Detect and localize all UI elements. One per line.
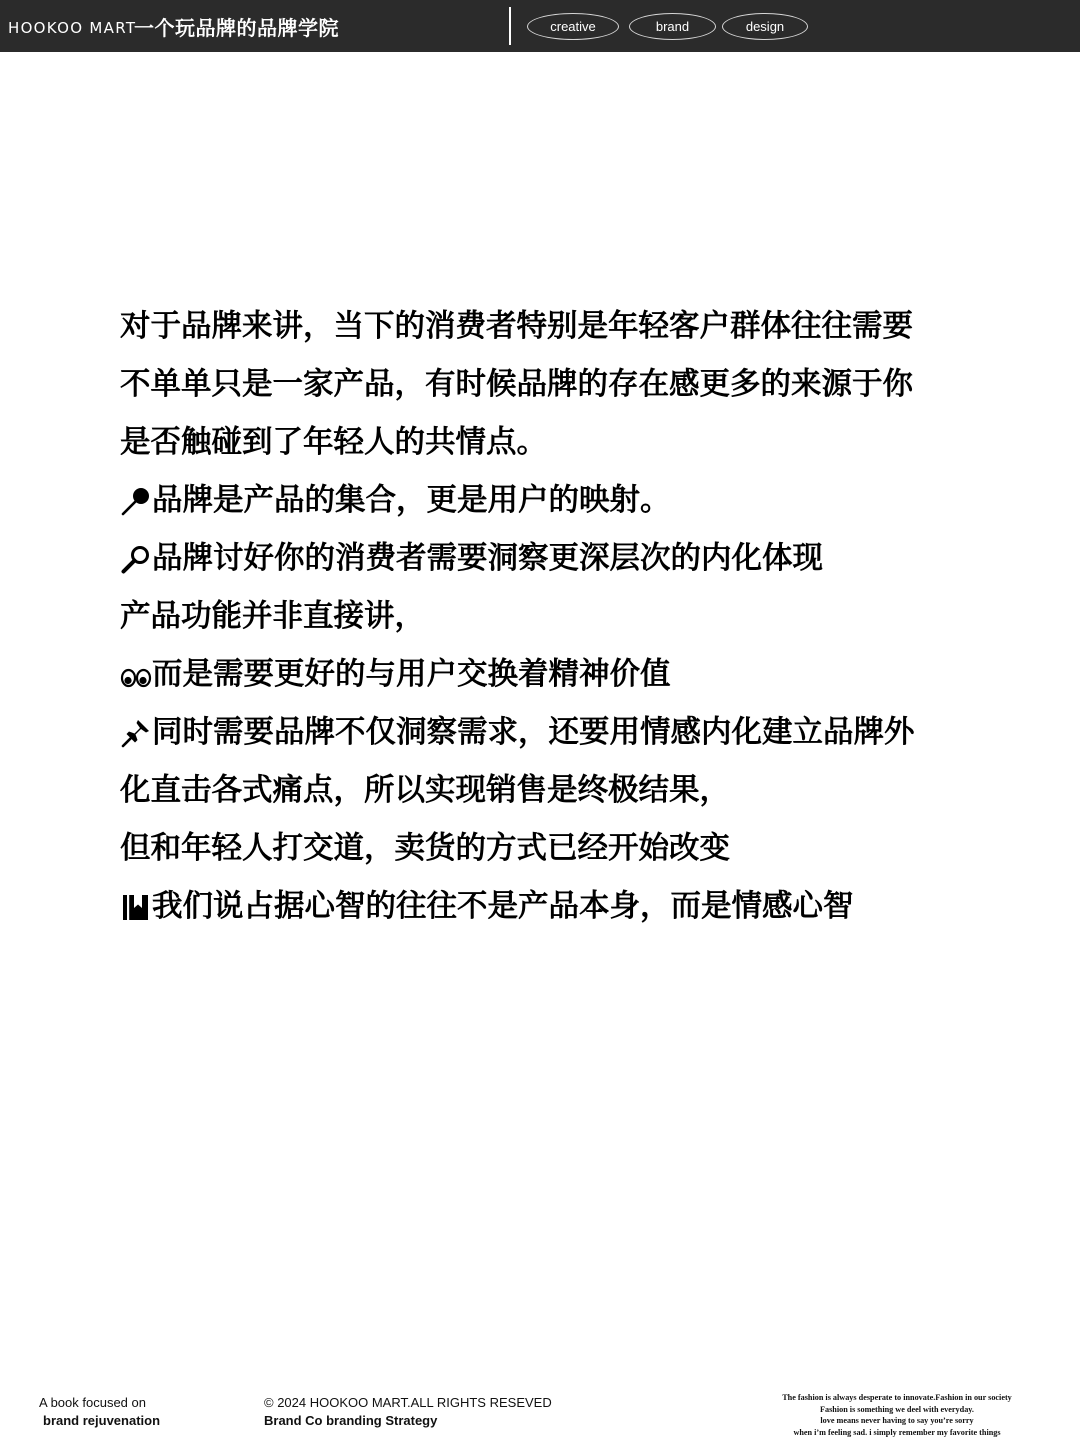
bookmark-book-icon (120, 891, 152, 923)
body-line-text: 但和年轻人打交道，卖货的方式已经开始改变 (120, 831, 730, 866)
body-line-text: 对于品牌来讲，当下的消费者特别是年轻客户群体往往需要 (120, 309, 913, 344)
body-line (120, 414, 980, 472)
header-bar (0, 0, 1080, 52)
footer-tagline-line1: A book focused on (39, 1395, 146, 1410)
body-line-text: 同时需要品牌不仅洞察需求，还要用情感内化建立品牌外 (152, 715, 915, 750)
body-line-text: 不单单只是一家产品，有时候品牌的存在感更多的来源于你 (120, 367, 913, 402)
magnifier-icon (120, 543, 152, 575)
body-line (120, 356, 980, 414)
eyes-icon (120, 659, 152, 691)
tag-brand[interactable]: brand (629, 13, 716, 40)
quote-line: Fashion is something we deel with everyday. (820, 1404, 974, 1414)
tag-creative[interactable]: creative (527, 13, 619, 40)
strategy-text: Brand Co branding Strategy (264, 1413, 438, 1428)
copyright-text: © 2024 HOOKOO MART.ALL RIGHTS RESEVED (264, 1395, 552, 1410)
body-line (120, 646, 980, 704)
body-line (120, 762, 980, 820)
header-divider (509, 7, 511, 45)
footer-tagline-line2: brand rejuvenation (43, 1413, 161, 1428)
body-line (120, 472, 980, 530)
body-line (120, 820, 980, 878)
quote-line: The fashion is always desperate to innovate.Fashion in our society (782, 1393, 1012, 1402)
body-line (120, 298, 980, 356)
lollipop-icon (120, 485, 152, 517)
footer-tagline (39, 1394, 160, 1430)
brand-name: HOOKOO MART (8, 19, 137, 37)
footer-copyright (264, 1394, 552, 1430)
quote-line: love means never having to say you’re sorry (820, 1416, 974, 1426)
body-line-text: 化直击各式痛点，所以实现销售是终极结果， (120, 773, 730, 808)
body-line (120, 878, 980, 936)
body-line-text: 产品功能并非直接讲， (120, 599, 425, 634)
footer-quote (752, 1392, 1042, 1438)
body-line-text: 品牌是产品的集合，更是用户的映射。 (152, 483, 671, 518)
body-line (120, 588, 980, 646)
body-line-text: 品牌讨好你的消费者需要洞察更深层次的内化体现 (152, 541, 823, 576)
body-line (120, 530, 980, 588)
body-line-text: 我们说占据心智的往往不是产品本身，而是情感心智 (152, 889, 854, 924)
article-body (120, 298, 980, 936)
header-slogan: 一个玩品牌的品牌学院 (134, 16, 339, 40)
tag-design[interactable]: design (722, 13, 808, 40)
body-line-text: 是否触碰到了年轻人的共情点。 (120, 425, 547, 460)
body-line (120, 704, 980, 762)
body-line-text: 而是需要更好的与用户交换着精神价值 (152, 657, 671, 692)
quote-line: when i’m feeling sad. i simply remember my favorite things (793, 1427, 1001, 1437)
pushpin-icon (120, 717, 152, 749)
